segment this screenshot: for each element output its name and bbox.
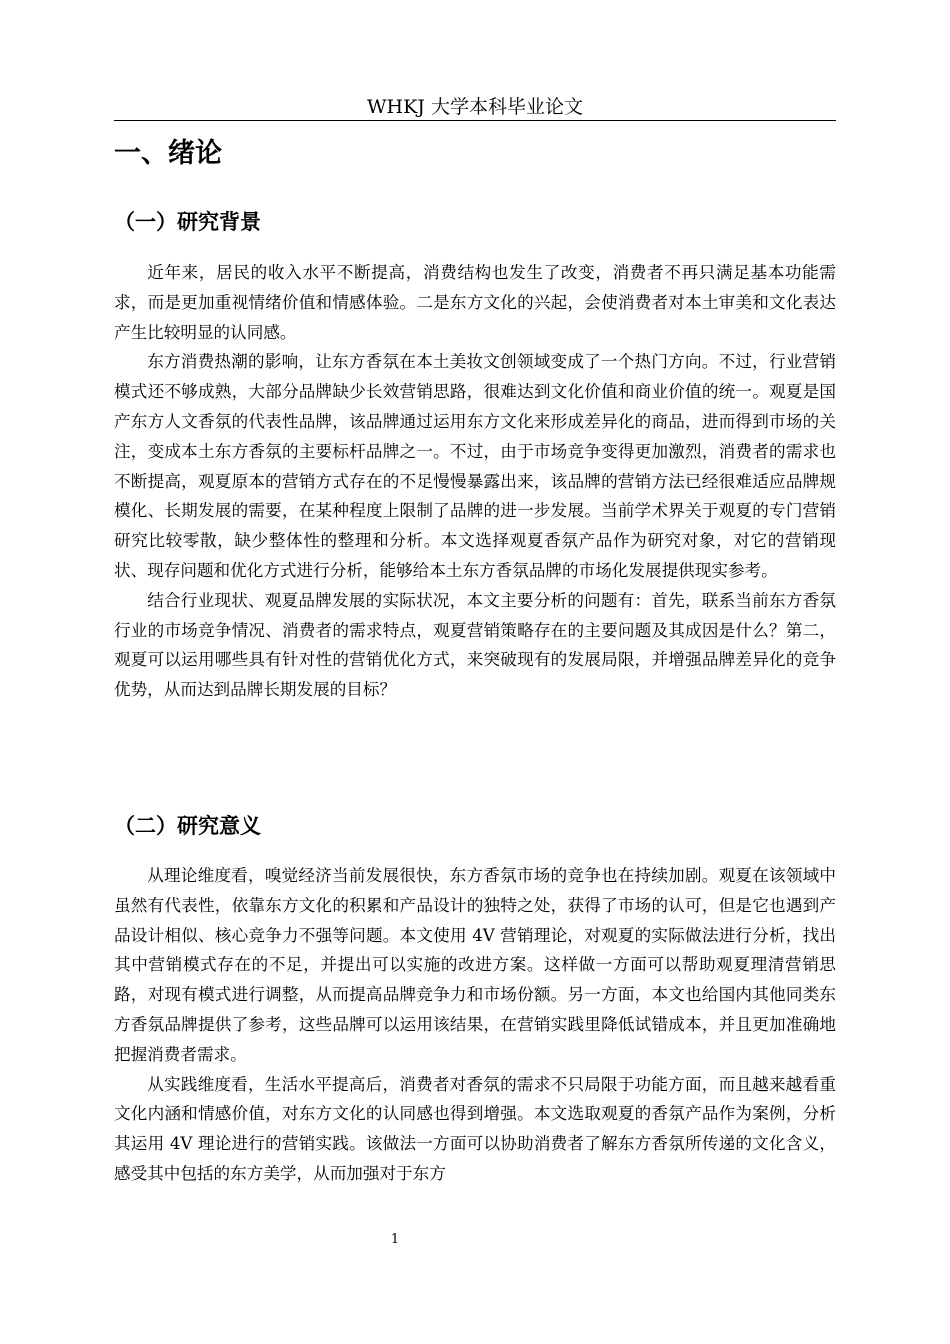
paragraph: 从理论维度看，嗅觉经济当前发展很快，东方香氛市场的竞争也在持续加剧。观夏在该领域中虽然有代表性，依靠东方文化的积累和产品设计的独特之处，获得了市场的认可，但是它也遇到产品设计相似、核心竞争力不强等问题。本文使用 4V 营销理论，对观夏的实际做法进行分析，找出其中营销模式存在的不足，并提出可以实施的改进方案。这样做一方面可以帮助观夏理清营销思路，对现有模式进行调整，从而提高品牌竞争力和市场份额。另一方面，本文也给国内其他同类东方香氛品牌提供了参考，这些品牌可以运用该结果，在营销实践里降低试错成本，并且更加准确地把握消费者需求。 xyxy=(114,866,836,1064)
chapter-title: 一、绪论 xyxy=(114,138,222,169)
page-number: 1 xyxy=(390,1232,400,1247)
paragraph: 近年来，居民的收入水平不断提高，消费结构也发生了改变，消费者不再只满足基本功能需求，而是更加重视情绪价值和情感体验。二是东方文化的兴起，会使消费者对本土审美和文化表达产生比较明显的认同感。 xyxy=(114,263,836,342)
section-title-significance: （二）研究意义 xyxy=(114,814,261,838)
paragraph: 从实践维度看，生活水平提高后，消费者对香氛的需求不只局限于功能方面，而且越来越看重文化内涵和情感价值，对东方文化的认同感也得到增强。本文选取观夏的香氛产品作为案例，分析其运用 4V 理论进行的营销实践。该做法一方面可以协助消费者了解东方香氛所传递的文化含义，感受其中包括的东方美学，从而加强对于东方 xyxy=(114,1074,836,1183)
section-body-background xyxy=(114,258,836,705)
section-title-background: （一）研究背景 xyxy=(114,210,261,234)
running-header: WHKJ 大学本科毕业论文 xyxy=(114,94,836,121)
paragraph: 东方消费热潮的影响，让东方香氛在本土美妆文创领域变成了一个热门方向。不过，行业营销模式还不够成熟，大部分品牌缺少长效营销思路，很难达到文化价值和商业价值的统一。观夏是国产东方人文香氛的代表性品牌，该品牌通过运用东方文化来形成差异化的商品，进而得到市场的关注，变成本土东方香氛的主要标杆品牌之一。不过，由于市场竞争变得更加激烈，消费者的需求也不断提高，观夏原本的营销方式存在的不足慢慢暴露出来，该品牌的营销方法已经很难适应品牌规模化、长期发展的需要，在某种程度上限制了品牌的进一步发展。当前学术界关于观夏的专门营销研究比较零散，缺少整体性的整理和分析。本文选择观夏香氛产品作为研究对象，对它的营销现状、现存问题和优化方式进行分析，能够给本土东方香氛品牌的市场化发展提供现实参考。 xyxy=(114,352,836,580)
section-body-significance xyxy=(114,861,836,1189)
paragraph: 结合行业现状、观夏品牌发展的实际状况，本文主要分析的问题有：首先，联系当前东方香氛行业的市场竞争情况、消费者的需求特点，观夏营销策略存在的主要问题及其成因是什么？第二，观夏可以运用哪些具有针对性的营销优化方式，来突破现有的发展局限，并增强品牌差异化的竞争优势，从而达到品牌长期发展的目标？ xyxy=(114,590,836,700)
